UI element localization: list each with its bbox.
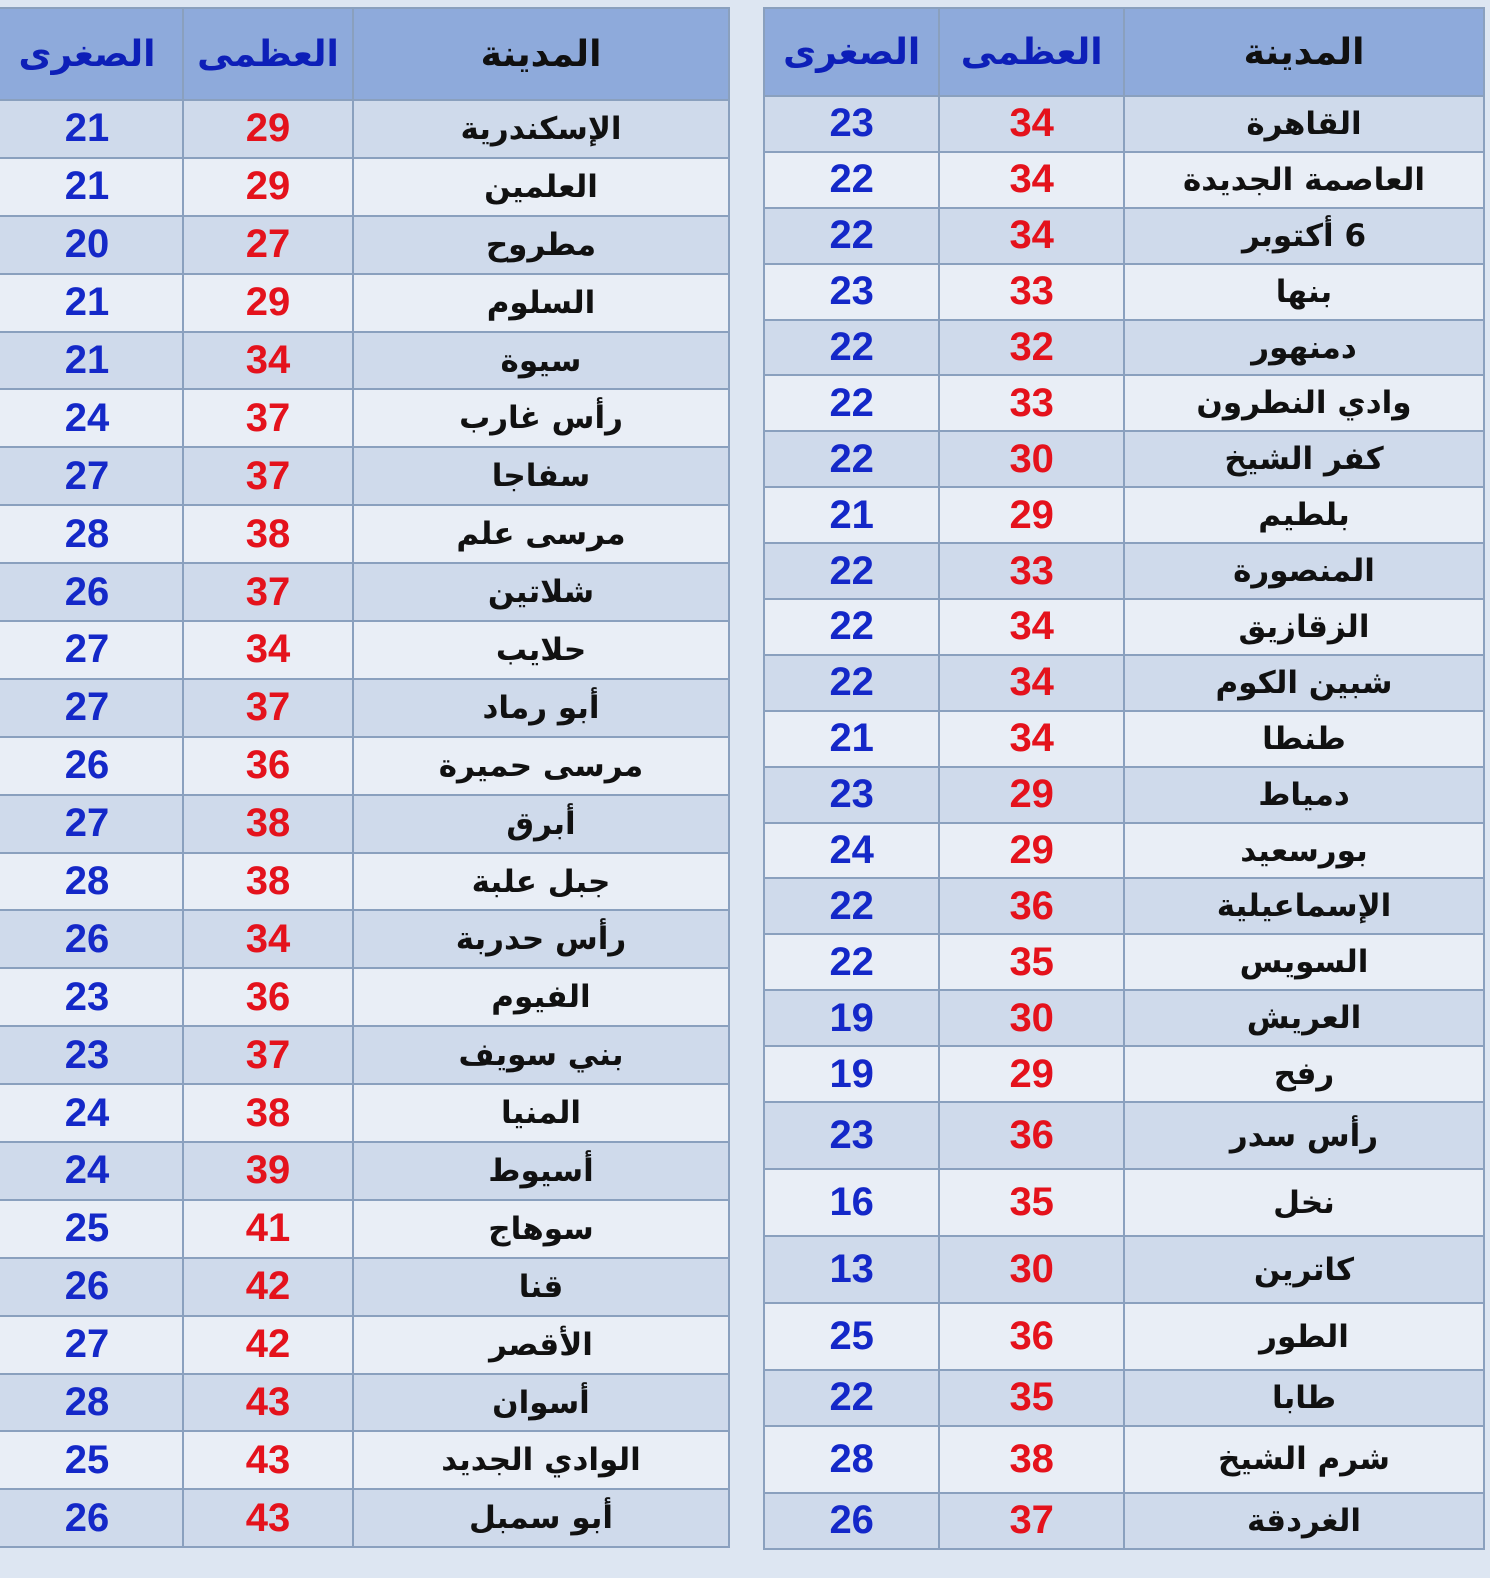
table-row bbox=[0, 910, 729, 968]
max-temp: 29 bbox=[939, 823, 1124, 879]
max-temp: 30 bbox=[939, 990, 1124, 1046]
min-temp: 26 bbox=[0, 1489, 183, 1547]
min-temp: 13 bbox=[764, 1236, 939, 1303]
table-row bbox=[764, 1169, 1484, 1236]
city-name: سيوة bbox=[353, 332, 729, 390]
city-name: دمنهور bbox=[1124, 320, 1484, 376]
min-temp: 28 bbox=[0, 853, 183, 911]
city-name: مطروح bbox=[353, 216, 729, 274]
table-row bbox=[764, 264, 1484, 320]
city-name: رفح bbox=[1124, 1046, 1484, 1102]
city-name: رأس غارب bbox=[353, 389, 729, 447]
max-temp: 33 bbox=[939, 543, 1124, 599]
table-row bbox=[764, 1236, 1484, 1303]
city-name: رأس حدربة bbox=[353, 910, 729, 968]
max-temp: 29 bbox=[183, 158, 353, 216]
city-name: السلوم bbox=[353, 274, 729, 332]
max-temp: 37 bbox=[183, 1026, 353, 1084]
min-column-header: الصغرى bbox=[764, 8, 939, 96]
table-row bbox=[764, 487, 1484, 543]
max-temp: 36 bbox=[939, 1303, 1124, 1370]
min-temp: 26 bbox=[0, 1258, 183, 1316]
min-temp: 21 bbox=[764, 711, 939, 767]
min-temp: 22 bbox=[764, 375, 939, 431]
city-name: طابا bbox=[1124, 1370, 1484, 1426]
table-row bbox=[0, 1258, 729, 1316]
min-temp: 16 bbox=[764, 1169, 939, 1236]
max-temp: 34 bbox=[939, 655, 1124, 711]
max-temp: 37 bbox=[939, 1493, 1124, 1549]
min-temp: 27 bbox=[0, 795, 183, 853]
table-row bbox=[0, 505, 729, 563]
min-temp: 25 bbox=[764, 1303, 939, 1370]
max-temp: 33 bbox=[939, 264, 1124, 320]
table-row bbox=[0, 795, 729, 853]
weather-table-left bbox=[0, 7, 730, 1548]
max-temp: 36 bbox=[939, 1102, 1124, 1169]
max-temp: 37 bbox=[183, 679, 353, 737]
city-name: قنا bbox=[353, 1258, 729, 1316]
header-row bbox=[0, 8, 729, 100]
max-temp: 41 bbox=[183, 1200, 353, 1258]
max-temp: 38 bbox=[183, 505, 353, 563]
table-row bbox=[764, 1426, 1484, 1493]
max-temp: 34 bbox=[939, 96, 1124, 152]
min-temp: 28 bbox=[764, 1426, 939, 1493]
min-temp: 23 bbox=[764, 264, 939, 320]
city-column-header: المدينة bbox=[353, 8, 729, 100]
max-temp: 35 bbox=[939, 934, 1124, 990]
max-temp: 34 bbox=[183, 910, 353, 968]
table-row bbox=[0, 1431, 729, 1489]
city-name: شبين الكوم bbox=[1124, 655, 1484, 711]
min-temp: 25 bbox=[0, 1431, 183, 1489]
max-temp: 43 bbox=[183, 1431, 353, 1489]
max-temp: 36 bbox=[939, 878, 1124, 934]
table-row bbox=[764, 767, 1484, 823]
city-name: مرسى علم bbox=[353, 505, 729, 563]
city-name: سفاجا bbox=[353, 447, 729, 505]
table-row bbox=[764, 655, 1484, 711]
max-temp: 38 bbox=[183, 853, 353, 911]
min-temp: 22 bbox=[764, 152, 939, 208]
city-name: بلطيم bbox=[1124, 487, 1484, 543]
min-temp: 25 bbox=[0, 1200, 183, 1258]
city-name: العريش bbox=[1124, 990, 1484, 1046]
max-temp: 34 bbox=[939, 152, 1124, 208]
max-temp: 36 bbox=[183, 968, 353, 1026]
city-name: الغردقة bbox=[1124, 1493, 1484, 1549]
max-temp: 30 bbox=[939, 431, 1124, 487]
table-row bbox=[0, 968, 729, 1026]
table-row bbox=[0, 100, 729, 158]
max-temp: 29 bbox=[183, 274, 353, 332]
table-row bbox=[764, 599, 1484, 655]
min-temp: 26 bbox=[0, 563, 183, 621]
table-row bbox=[764, 1046, 1484, 1102]
min-column-header: الصغرى bbox=[0, 8, 183, 100]
max-temp: 36 bbox=[183, 737, 353, 795]
min-temp: 24 bbox=[0, 1142, 183, 1200]
city-name: الطور bbox=[1124, 1303, 1484, 1370]
max-column-header: العظمى bbox=[183, 8, 353, 100]
city-name: المنيا bbox=[353, 1084, 729, 1142]
table-row bbox=[0, 737, 729, 795]
city-name: رأس سدر bbox=[1124, 1102, 1484, 1169]
min-temp: 24 bbox=[0, 389, 183, 447]
min-temp: 22 bbox=[764, 1370, 939, 1426]
max-temp: 35 bbox=[939, 1370, 1124, 1426]
max-temp: 30 bbox=[939, 1236, 1124, 1303]
city-name: الإسماعيلية bbox=[1124, 878, 1484, 934]
city-name: طنطا bbox=[1124, 711, 1484, 767]
city-name: بني سويف bbox=[353, 1026, 729, 1084]
min-temp: 21 bbox=[764, 487, 939, 543]
table-row bbox=[764, 320, 1484, 376]
city-name: أسوان bbox=[353, 1374, 729, 1432]
min-temp: 23 bbox=[764, 96, 939, 152]
city-column-header: المدينة bbox=[1124, 8, 1484, 96]
city-name: أبرق bbox=[353, 795, 729, 853]
city-name: بنها bbox=[1124, 264, 1484, 320]
max-temp: 29 bbox=[939, 487, 1124, 543]
min-temp: 21 bbox=[0, 158, 183, 216]
min-temp: 19 bbox=[764, 1046, 939, 1102]
city-name: أسيوط bbox=[353, 1142, 729, 1200]
min-temp: 23 bbox=[0, 1026, 183, 1084]
min-temp: 26 bbox=[764, 1493, 939, 1549]
max-temp: 43 bbox=[183, 1489, 353, 1547]
city-name: المنصورة bbox=[1124, 543, 1484, 599]
max-temp: 42 bbox=[183, 1316, 353, 1374]
city-name: الأقصر bbox=[353, 1316, 729, 1374]
min-temp: 27 bbox=[0, 447, 183, 505]
max-temp: 43 bbox=[183, 1374, 353, 1432]
table-row bbox=[764, 152, 1484, 208]
min-temp: 27 bbox=[0, 679, 183, 737]
table-row bbox=[764, 1370, 1484, 1426]
max-temp: 37 bbox=[183, 563, 353, 621]
city-name: الفيوم bbox=[353, 968, 729, 1026]
min-temp: 22 bbox=[764, 878, 939, 934]
max-temp: 38 bbox=[183, 795, 353, 853]
table-row bbox=[0, 621, 729, 679]
min-temp: 24 bbox=[764, 823, 939, 879]
max-temp: 33 bbox=[939, 375, 1124, 431]
city-name: سوهاج bbox=[353, 1200, 729, 1258]
max-temp: 38 bbox=[939, 1426, 1124, 1493]
city-name: العاصمة الجديدة bbox=[1124, 152, 1484, 208]
table-row bbox=[764, 375, 1484, 431]
city-name: 6 أكتوبر bbox=[1124, 208, 1484, 264]
city-name: دمياط bbox=[1124, 767, 1484, 823]
city-name: بورسعيد bbox=[1124, 823, 1484, 879]
table-row bbox=[764, 431, 1484, 487]
header-row bbox=[764, 8, 1484, 96]
city-name: الإسكندرية bbox=[353, 100, 729, 158]
table-row bbox=[764, 823, 1484, 879]
max-temp: 34 bbox=[939, 208, 1124, 264]
min-temp: 26 bbox=[0, 737, 183, 795]
table-row bbox=[0, 216, 729, 274]
min-temp: 28 bbox=[0, 1374, 183, 1432]
table-row bbox=[0, 679, 729, 737]
min-temp: 28 bbox=[0, 505, 183, 563]
table-row bbox=[764, 934, 1484, 990]
table-row bbox=[0, 1200, 729, 1258]
table-row bbox=[0, 853, 729, 911]
city-name: العلمين bbox=[353, 158, 729, 216]
table-row bbox=[0, 389, 729, 447]
city-name: الوادي الجديد bbox=[353, 1431, 729, 1489]
min-temp: 23 bbox=[764, 767, 939, 823]
table-row bbox=[764, 990, 1484, 1046]
table-row bbox=[764, 1303, 1484, 1370]
city-name: شلاتين bbox=[353, 563, 729, 621]
table-row bbox=[0, 447, 729, 505]
table-row bbox=[0, 1316, 729, 1374]
max-temp: 32 bbox=[939, 320, 1124, 376]
max-temp: 34 bbox=[183, 621, 353, 679]
table-row bbox=[764, 1102, 1484, 1169]
min-temp: 22 bbox=[764, 655, 939, 711]
table-row bbox=[764, 1493, 1484, 1549]
city-name: شرم الشيخ bbox=[1124, 1426, 1484, 1493]
min-temp: 22 bbox=[764, 543, 939, 599]
max-temp: 27 bbox=[183, 216, 353, 274]
min-temp: 22 bbox=[764, 599, 939, 655]
max-temp: 29 bbox=[939, 1046, 1124, 1102]
city-name: نخل bbox=[1124, 1169, 1484, 1236]
max-temp: 29 bbox=[939, 767, 1124, 823]
city-name: مرسى حميرة bbox=[353, 737, 729, 795]
city-name: حلايب bbox=[353, 621, 729, 679]
min-temp: 19 bbox=[764, 990, 939, 1046]
min-temp: 23 bbox=[0, 968, 183, 1026]
max-temp: 34 bbox=[183, 332, 353, 390]
table-row bbox=[0, 563, 729, 621]
min-temp: 22 bbox=[764, 934, 939, 990]
table-row bbox=[764, 711, 1484, 767]
table-row bbox=[0, 332, 729, 390]
table-row bbox=[0, 1489, 729, 1547]
city-name: وادي النطرون bbox=[1124, 375, 1484, 431]
city-name: كاترين bbox=[1124, 1236, 1484, 1303]
city-name: جبل علبة bbox=[353, 853, 729, 911]
max-temp: 38 bbox=[183, 1084, 353, 1142]
city-name: أبو رماد bbox=[353, 679, 729, 737]
min-temp: 22 bbox=[764, 320, 939, 376]
city-name: القاهرة bbox=[1124, 96, 1484, 152]
max-temp: 34 bbox=[939, 599, 1124, 655]
min-temp: 24 bbox=[0, 1084, 183, 1142]
table-row bbox=[0, 1026, 729, 1084]
min-temp: 21 bbox=[0, 274, 183, 332]
table-row bbox=[0, 1142, 729, 1200]
min-temp: 27 bbox=[0, 1316, 183, 1374]
min-temp: 21 bbox=[0, 332, 183, 390]
city-name: الزقازيق bbox=[1124, 599, 1484, 655]
table-row bbox=[0, 274, 729, 332]
min-temp: 21 bbox=[0, 100, 183, 158]
table-row bbox=[0, 1084, 729, 1142]
table-row bbox=[0, 1374, 729, 1432]
max-temp: 37 bbox=[183, 447, 353, 505]
table-row bbox=[764, 543, 1484, 599]
table-row bbox=[764, 208, 1484, 264]
max-temp: 35 bbox=[939, 1169, 1124, 1236]
city-name: أبو سمبل bbox=[353, 1489, 729, 1547]
table-row bbox=[764, 878, 1484, 934]
max-temp: 42 bbox=[183, 1258, 353, 1316]
min-temp: 22 bbox=[764, 431, 939, 487]
table-row bbox=[764, 96, 1484, 152]
max-temp: 37 bbox=[183, 389, 353, 447]
min-temp: 23 bbox=[764, 1102, 939, 1169]
max-column-header: العظمى bbox=[939, 8, 1124, 96]
table-row bbox=[0, 158, 729, 216]
min-temp: 26 bbox=[0, 910, 183, 968]
min-temp: 27 bbox=[0, 621, 183, 679]
max-temp: 34 bbox=[939, 711, 1124, 767]
city-name: كفر الشيخ bbox=[1124, 431, 1484, 487]
weather-table-right bbox=[763, 7, 1485, 1550]
min-temp: 22 bbox=[764, 208, 939, 264]
max-temp: 29 bbox=[183, 100, 353, 158]
max-temp: 39 bbox=[183, 1142, 353, 1200]
min-temp: 20 bbox=[0, 216, 183, 274]
city-name: السويس bbox=[1124, 934, 1484, 990]
